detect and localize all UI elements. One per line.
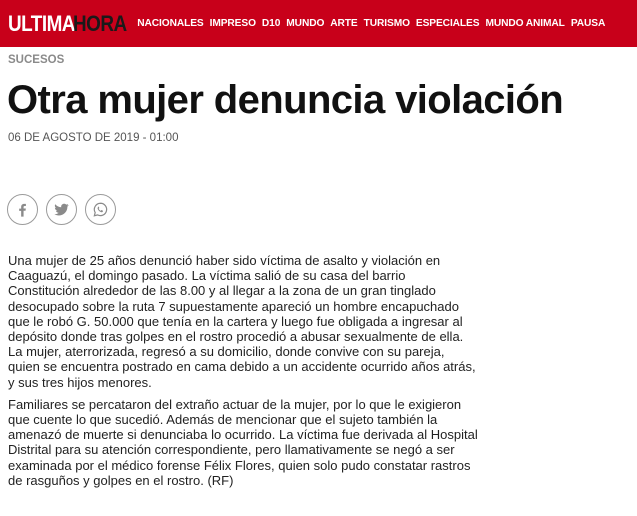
nav-item-arte[interactable]: ARTE xyxy=(330,18,358,29)
top-navigation-bar xyxy=(0,0,637,47)
twitter-icon xyxy=(53,201,70,218)
article-date: 06 DE AGOSTO DE 2019 - 01:00 xyxy=(8,132,179,144)
site-logo[interactable] xyxy=(0,0,141,47)
nav-item-mundo-animal[interactable]: MUNDO ANIMAL xyxy=(485,18,565,29)
article-paragraph: Familiares se percataron del extraño actuar de la mujer, por lo que le exigieron que cuente lo que sucedió. Además de mencionar que el sujeto también la amenazó de muerte si denunciaba lo ocurrido. La víctima fue derivada al Hospital Distrital para su atención correspondiente, pero llamativamente se negó a ser examinada por el médico forense Félix Flores, quien solo pudo constatar rastros de rasguños y golpes en el rostro. (RF) xyxy=(8,396,478,488)
nav-item-impreso[interactable]: IMPRESO xyxy=(209,18,256,29)
facebook-icon xyxy=(14,201,31,218)
logo-text-ultima: ULTIMA xyxy=(8,10,75,36)
article-paragraph: Una mujer de 25 años denunció haber sido víctima de asalto y violación en Caaguazú, el domingo pasado. La víctima salió de su casa del barrio Constitución alrededor de las 8.00 y al llegar a la zona de un gran tinglado desocupado sobre la ruta 7 supuestamente apareció un hombre encapuchado que le robó G. 50.000 que tenía en la cartera y luego fue obligada a ingresar al depósito donde tras golpes en el rostro procedió a abusar sexualmente de ella. La mujer, aterrorizada, regresó a su domicilio, donde convive con su pareja, quien se encuentra postrado en cama debido a un accidente ocurrido años atrás, y sus tres hijos menores. xyxy=(8,253,476,390)
nav-item-nacionales[interactable]: NACIONALES xyxy=(137,18,204,29)
nav-item-d10[interactable]: D10 xyxy=(261,18,281,29)
logo-text-hora: HORA xyxy=(72,10,127,36)
whatsapp-icon xyxy=(92,201,109,218)
main-nav xyxy=(137,18,611,29)
nav-item-especiales[interactable]: ESPECIALES xyxy=(415,18,480,29)
twitter-share-button[interactable] xyxy=(46,194,77,225)
nav-item-mundo[interactable]: MUNDO xyxy=(286,18,325,29)
facebook-share-button[interactable] xyxy=(7,194,38,225)
nav-item-pausa[interactable]: PAUSA xyxy=(570,18,606,29)
nav-item-turismo[interactable]: TURISMO xyxy=(363,18,410,29)
whatsapp-share-button[interactable] xyxy=(85,194,116,225)
share-buttons xyxy=(7,194,124,225)
section-label[interactable]: SUCESOS xyxy=(8,54,65,66)
article-title: Otra mujer denuncia violación xyxy=(7,78,564,122)
article-body xyxy=(8,253,478,495)
